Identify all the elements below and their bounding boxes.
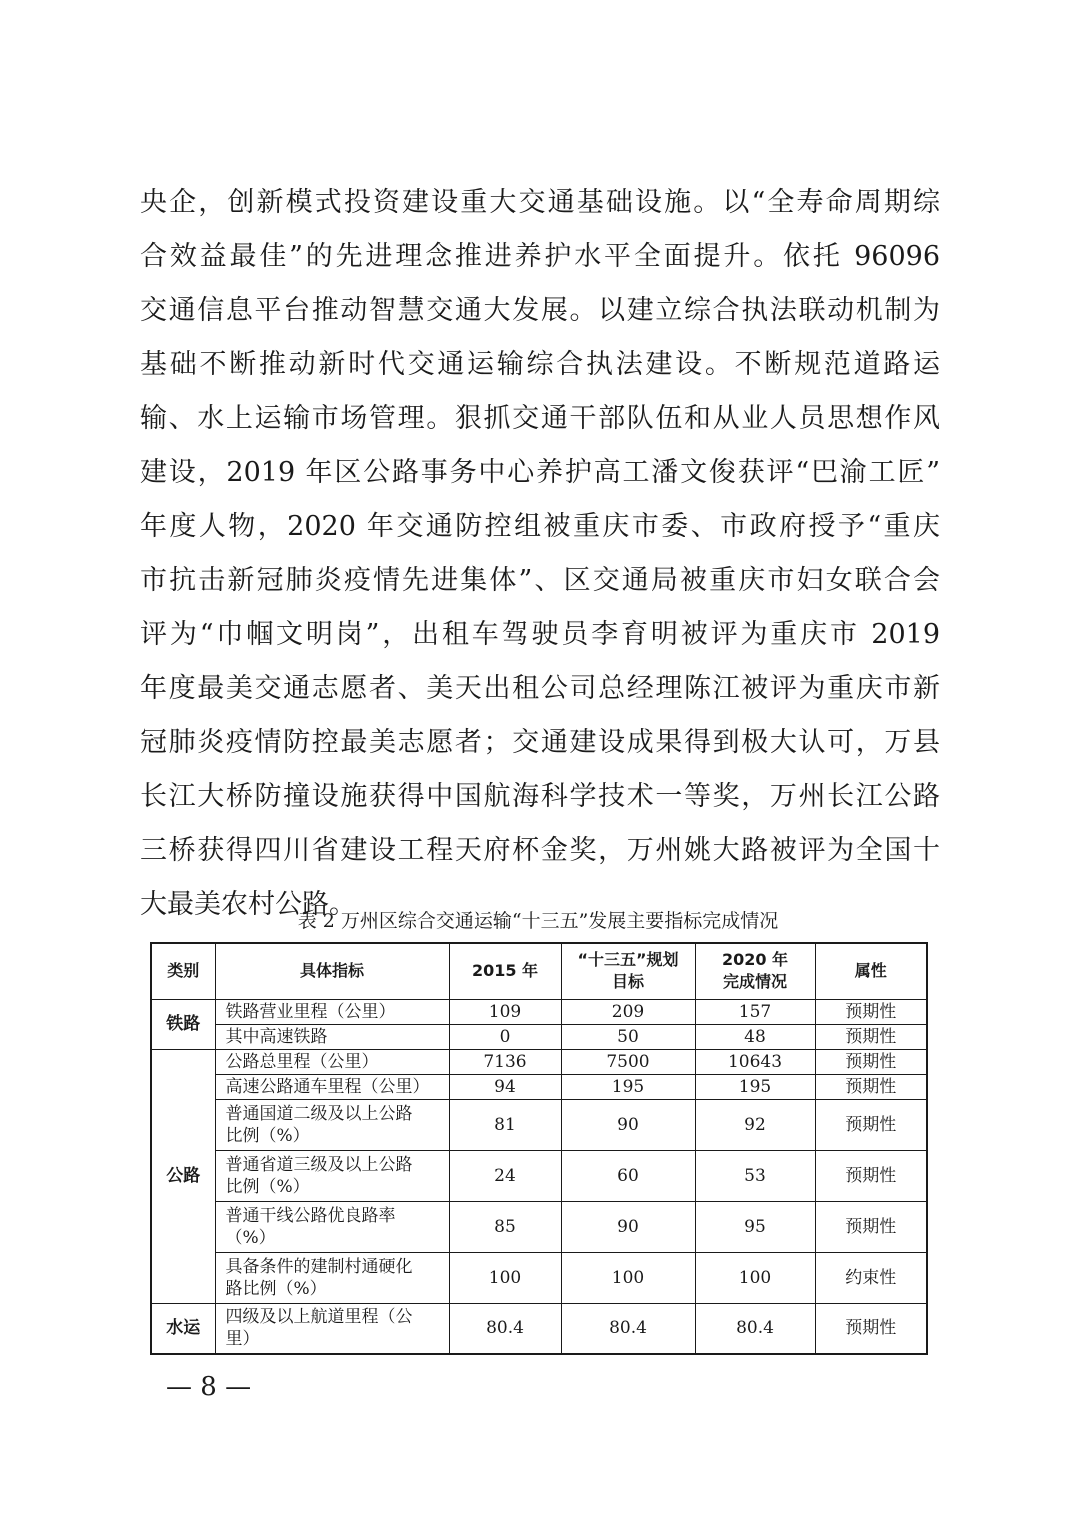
value-2020: 92	[695, 1099, 815, 1150]
body-line: 建设，2019 年区公路事务中心养护高工潘文俊获评“巴渝工匠”	[140, 457, 940, 488]
table-row	[151, 1252, 927, 1303]
value-2020: 95	[695, 1201, 815, 1252]
table-row	[151, 1303, 927, 1354]
indicator-line1: 其中高速铁路	[225, 1026, 328, 1047]
value-2015: 81	[449, 1099, 561, 1150]
body-line: 交通信息平台推动智慧交通大发展。以建立综合执法联动机制为	[140, 295, 940, 326]
category-waterway: 水运	[151, 1303, 215, 1354]
value-2015: 80.4	[449, 1303, 561, 1354]
indicator-cell	[215, 1049, 449, 1074]
value-plan: 100	[561, 1252, 695, 1303]
value-attribute: 预期性	[815, 1024, 927, 1049]
value-2020: 48	[695, 1024, 815, 1049]
value-2020: 157	[695, 999, 815, 1024]
value-plan: 209	[561, 999, 695, 1024]
body-line: 市抗击新冠肺炎疫情先进集体”、区交通局被重庆市妇女联合会	[140, 565, 940, 596]
value-plan: 80.4	[561, 1303, 695, 1354]
table-row	[151, 1099, 927, 1150]
header-plan	[561, 943, 695, 999]
table-row	[151, 1024, 927, 1049]
table-row	[151, 1049, 927, 1074]
value-2020: 10643	[695, 1049, 815, 1074]
indicator-line2: （%）	[225, 1227, 276, 1248]
value-attribute: 预期性	[815, 1099, 927, 1150]
header-2020	[695, 943, 815, 999]
value-attribute: 约束性	[815, 1252, 927, 1303]
value-2015: 85	[449, 1201, 561, 1252]
indicator-cell	[215, 999, 449, 1024]
body-line: 年度最美交通志愿者、美天出租公司总经理陈江被评为重庆市新	[140, 673, 940, 704]
indicator-line1: 高速公路通车里程（公里）	[225, 1076, 430, 1097]
indicator-line2: 比例（%）	[225, 1125, 310, 1146]
body-line: 长江大桥防撞设施获得中国航海科学技术一等奖，万州长江公路	[140, 781, 940, 812]
header-indicator: 具体指标	[215, 943, 449, 999]
value-plan: 60	[561, 1150, 695, 1201]
body-line: 基础不断推动新时代交通运输综合执法建设。不断规范道路运	[140, 349, 940, 380]
value-2015: 94	[449, 1074, 561, 1099]
value-2020: 100	[695, 1252, 815, 1303]
value-attribute: 预期性	[815, 1150, 927, 1201]
indicator-line2: 里）	[225, 1329, 260, 1350]
indicator-line2: 比例（%）	[225, 1176, 310, 1197]
value-2015: 7136	[449, 1049, 561, 1074]
value-attribute: 预期性	[815, 1049, 927, 1074]
table-row	[151, 1201, 927, 1252]
table-caption: 表 2 万州区综合交通运输“十三五”发展主要指标完成情况	[297, 910, 779, 932]
indicator-line1: 四级及以上航道里程（公	[225, 1307, 413, 1328]
body-line: 三桥获得四川省建设工程天府杯金奖，万州姚大路被评为全国十	[140, 835, 940, 866]
indicator-line1: 普通省道三级及以上公路	[225, 1154, 413, 1175]
indicator-line2: 路比例（%）	[225, 1278, 327, 1299]
value-2020: 80.4	[695, 1303, 815, 1354]
indicator-line1: 普通国道二级及以上公路	[225, 1103, 413, 1124]
indicator-line1: 公路总里程（公里）	[225, 1051, 379, 1072]
header-attribute: 属性	[815, 943, 927, 999]
table-header-row	[151, 943, 927, 999]
indicator-cell	[215, 1099, 449, 1150]
indicator-line1: 铁路营业里程（公里）	[225, 1001, 396, 1022]
body-paragraph	[140, 176, 940, 932]
value-2015: 109	[449, 999, 561, 1024]
value-2020: 195	[695, 1074, 815, 1099]
value-plan: 7500	[561, 1049, 695, 1074]
value-2015: 0	[449, 1024, 561, 1049]
header-category: 类别	[151, 943, 215, 999]
header-plan-line2: 目标	[611, 972, 644, 992]
header-2020-line1: 2020 年	[721, 950, 789, 970]
value-plan: 90	[561, 1099, 695, 1150]
table-row	[151, 999, 927, 1024]
indicator-cell	[215, 1150, 449, 1201]
indicators-table	[150, 942, 928, 1355]
category-railway: 铁路	[151, 999, 215, 1049]
page-number: — 8 —	[166, 1372, 252, 1402]
value-2015: 100	[449, 1252, 561, 1303]
body-line: 央企，创新模式投资建设重大交通基础设施。以“全寿命周期综	[140, 187, 940, 218]
value-plan: 90	[561, 1201, 695, 1252]
value-attribute: 预期性	[815, 1201, 927, 1252]
indicator-cell	[215, 1074, 449, 1099]
value-2020: 53	[695, 1150, 815, 1201]
body-line: 大最美农村公路。	[140, 889, 356, 920]
body-line: 评为“巾帼文明岗”，出租车驾驶员李育明被评为重庆市 2019	[140, 619, 940, 650]
body-line: 合效益最佳”的先进理念推进养护水平全面提升。依托 96096	[140, 241, 940, 272]
body-line: 冠肺炎疫情防控最美志愿者；交通建设成果得到极大认可，万县	[140, 727, 940, 758]
table-row	[151, 1150, 927, 1201]
header-2015: 2015 年	[449, 943, 561, 999]
body-line: 年度人物，2020 年交通防控组被重庆市委、市政府授予“重庆	[140, 511, 940, 542]
value-attribute: 预期性	[815, 999, 927, 1024]
value-attribute: 预期性	[815, 1303, 927, 1354]
value-plan: 195	[561, 1074, 695, 1099]
body-line: 输、水上运输市场管理。狠抓交通干部队伍和从业人员思想作风	[140, 403, 940, 434]
indicator-line1: 具备条件的建制村通硬化	[225, 1256, 413, 1277]
table-row	[151, 1074, 927, 1099]
header-2020-line2: 完成情况	[722, 972, 787, 992]
indicator-cell	[215, 1252, 449, 1303]
value-plan: 50	[561, 1024, 695, 1049]
category-highway: 公路	[151, 1049, 215, 1303]
indicator-cell	[215, 1201, 449, 1252]
value-2015: 24	[449, 1150, 561, 1201]
indicator-cell	[215, 1024, 449, 1049]
indicator-cell	[215, 1303, 449, 1354]
value-attribute: 预期性	[815, 1074, 927, 1099]
header-plan-line1: “十三五”规划	[577, 950, 679, 970]
indicator-line1: 普通干线公路优良路率	[225, 1205, 396, 1226]
